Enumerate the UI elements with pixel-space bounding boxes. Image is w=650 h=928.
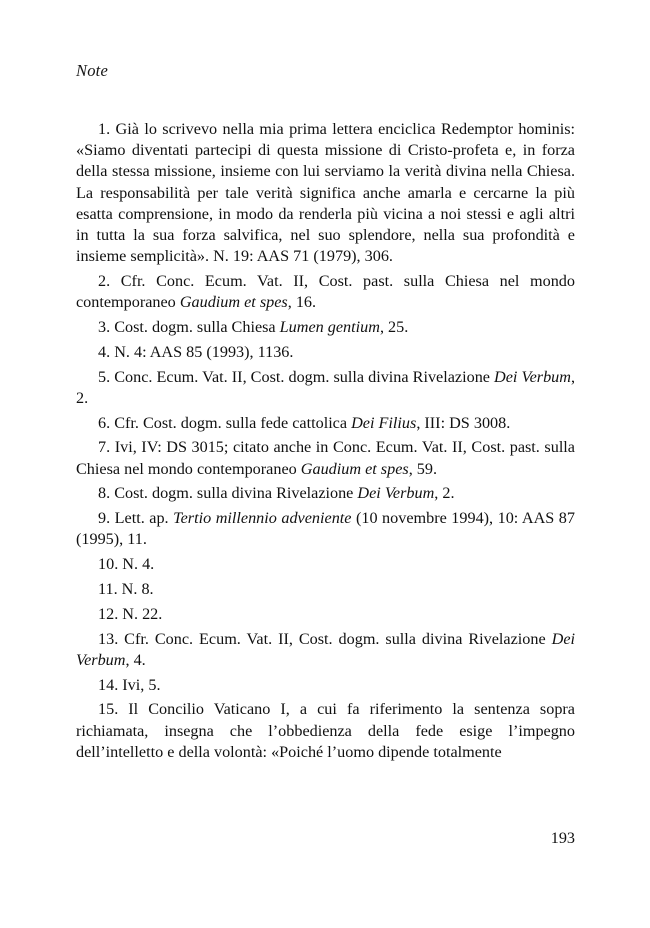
note-entry xyxy=(76,119,575,267)
note-text: 11. N. 8. xyxy=(98,580,154,598)
note-text: 1. Già lo scrivevo nella mia prima lettera enciclica Redemptor hominis: «Siamo diventati partecipi di questa missione di Cristo-profeta e, in forza della stessa missione, insieme con lui serviamo la verità divina nella Chiesa. La responsabilità per tale verità significa anche amarla e cercarne la più esatta comprensione, in modo da renderla più vicina a noi stessi e agli altri in tutta la sua forza salvifica, nel suo splendore, nella sua profondità e insieme semplicità». N. 19: AAS 71 (1979), 306. xyxy=(76,120,575,266)
note-entry xyxy=(76,367,575,409)
note-entry xyxy=(76,437,575,479)
note-text: , 59. xyxy=(408,459,438,478)
note-text: 3. Cost. dogm. sulla Chiesa xyxy=(98,318,280,337)
note-text: 7. Ivi, IV: DS 3015; citato anche in Conc. Ecum. Vat. II, Cost. past. sulla Chiesa nel mondo contemporaneo xyxy=(76,438,575,478)
note-text: , III: DS 3008. xyxy=(416,413,511,432)
note-title-italic: Dei Filius xyxy=(351,413,417,432)
note-text: 5. Conc. Ecum. Vat. II, Cost. dogm. sulla divina Rivelazione xyxy=(98,367,495,386)
note-text: 14. Ivi, 5. xyxy=(98,675,161,694)
note-text: , 2. xyxy=(76,367,575,407)
note-text: 4. N. 4: AAS 85 (1993), 1136. xyxy=(98,342,294,361)
note-text: , 25. xyxy=(379,318,409,337)
note-entry xyxy=(76,342,575,363)
page-number: 193 xyxy=(550,829,575,847)
note-entry xyxy=(76,675,575,696)
note-title-italic: Gaudium et spes xyxy=(300,459,409,478)
note-title-italic: Dei Verbum xyxy=(357,484,435,503)
note-title-italic: Dei Verbum xyxy=(76,629,575,669)
note-text: 8. Cost. dogm. sulla divina Rivelazione xyxy=(98,484,358,503)
note-entry xyxy=(76,699,575,763)
note-entry xyxy=(76,483,575,504)
page-header-title: Note xyxy=(76,61,108,80)
note-text: 9. Lett. ap. xyxy=(98,509,174,528)
note-text: , 4. xyxy=(125,650,146,669)
note-entry xyxy=(76,629,575,671)
note-text: , 16. xyxy=(287,293,317,312)
note-text: 13. Cfr. Conc. Ecum. Vat. II, Cost. dogm. sulla divina Rivelazione xyxy=(98,629,552,648)
note-title-italic: Tertio millennio adveniente xyxy=(173,509,352,528)
note-text: (10 novembre 1994), 10: AAS 87 (1995), 11. xyxy=(76,509,575,549)
note-text: 2. Cfr. Conc. Ecum. Vat. II, Cost. past. sulla Chiesa nel mondo contemporaneo xyxy=(76,272,575,312)
note-text: 15. Il Concilio Vaticano I, a cui fa riferimento la sentenza sopra richiamata, insegna che l’obbedienza della fede esige l’impegno dell’intelletto e della volontà: «Poiché l’uomo dipende totalmente xyxy=(76,700,575,761)
note-entry xyxy=(76,579,575,600)
note-entry xyxy=(76,317,575,338)
note-entry xyxy=(76,271,575,313)
note-title-italic: Gaudium et spes xyxy=(179,293,288,312)
note-entry xyxy=(76,413,575,434)
note-entry xyxy=(76,508,575,550)
note-title-italic: Lumen gentium xyxy=(279,318,380,337)
note-text: 10. N. 4. xyxy=(98,555,155,574)
note-title-italic: Dei Verbum xyxy=(494,367,571,386)
note-entry xyxy=(76,554,575,575)
note-text: 12. N. 22. xyxy=(98,604,163,623)
note-text: 6. Cfr. Cost. dogm. sulla fede cattolica xyxy=(98,413,352,432)
note-entry xyxy=(76,604,575,625)
note-text: , 2. xyxy=(434,484,455,503)
notes-list xyxy=(76,119,575,763)
